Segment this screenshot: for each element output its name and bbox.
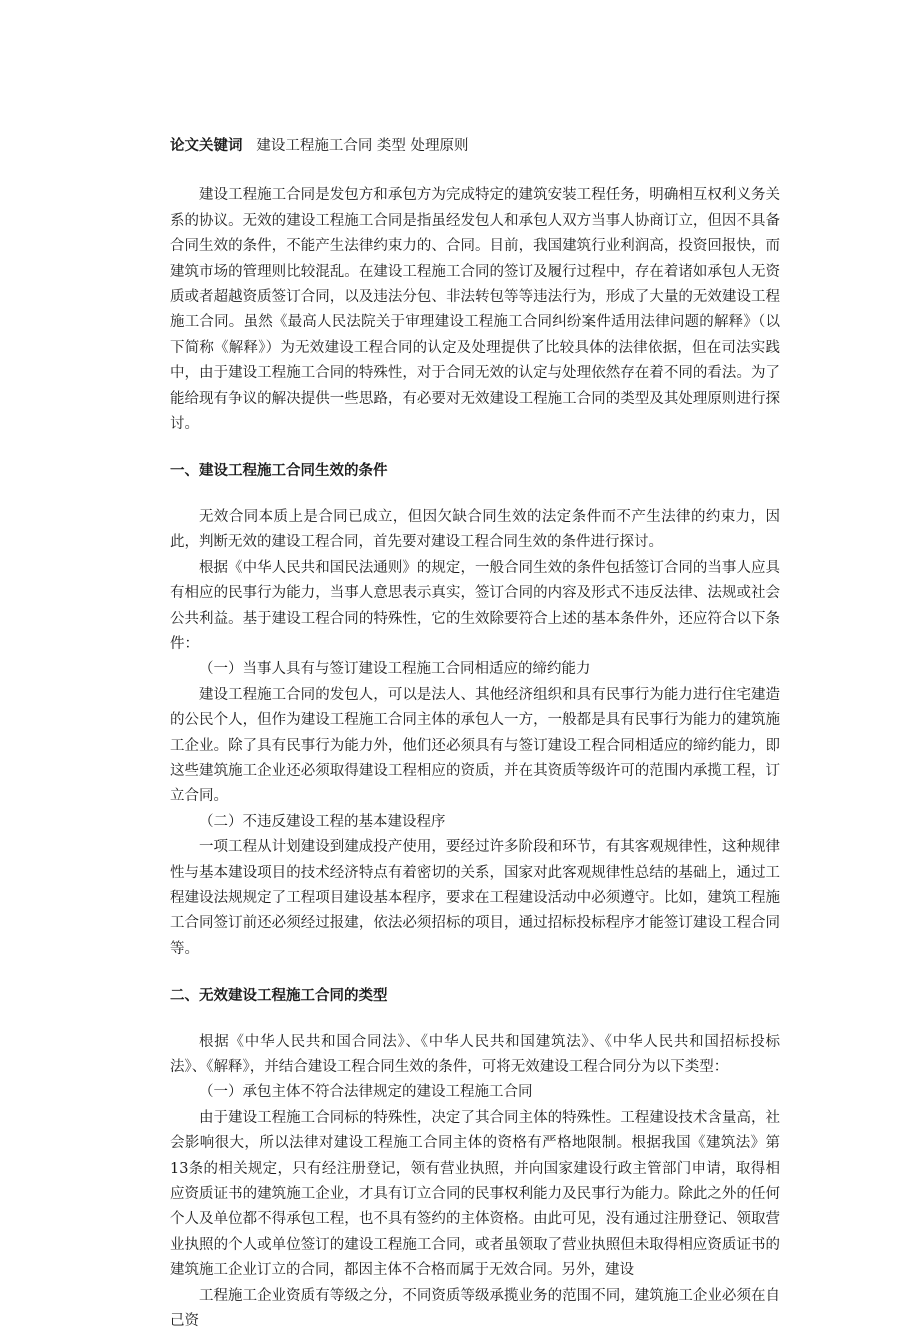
section1-subheading-1: （一）当事人具有与签订建设工程施工合同相适应的缔约能力 bbox=[199, 661, 591, 678]
keywords-line bbox=[170, 134, 780, 159]
section1-subheading-2: （二）不违反建设工程的基本建设程序 bbox=[199, 813, 446, 830]
section2-paragraph-2: 由于建设工程施工合同标的特殊性，决定了其合同主体的特殊性。工程建设技术含量高，社会影响很大，所以法律对建设工程施工合同主体的资格有严格地限制。根据我国《建筑法》第13条的相关规定，只有经注册登记，领有营业执照，并向国家建设行政主管部门申请，取得相应资质证书的建筑施工企业，才具有订立合同的民事权利能力及民事行为能力。除此之外的任何个人及单位都不得承包工程，也不具有签约的主体资格。由此可见，没有通过注册登记、领取营业执照的个人或单位签订的建设工程施工合同，或者虽领取了营业执照但未取得相应资质证书的建筑施工企业订立的合同，都因主体不合格而属于无效合同。另外，建设 bbox=[170, 1109, 780, 1279]
section2-paragraph-1: 根据《中华人民共和国合同法》、《中华人民共和国建筑法》、《中华人民共和国招标投标法》、《解释》，并结合建设工程合同生效的条件，可将无效建设工程合同分为以下类型： bbox=[170, 1033, 780, 1075]
section1-paragraph-4: 一项工程从计划建设到建成投产使用，要经过许多阶段和环节，有其客观规律性，这种规律性与基本建设项目的技术经济特点有着密切的关系，国家对此客观规律性总结的基础上，通过工程建设法规规定了工程项目建设基本程序，要求在工程建设活动中必须遵守。比如，建筑工程施工合同签订前还必须经过报建，依法必须招标的项目，通过招标投标程序才能签订建设工程合同等。 bbox=[170, 839, 780, 957]
section2-heading: 二、无效建设工程施工合同的类型 bbox=[170, 988, 388, 1005]
section1-heading: 一、建设工程施工合同生效的条件 bbox=[170, 463, 388, 480]
document-page bbox=[170, 134, 780, 1334]
section1-paragraph-2: 根据《中华人民共和国民法通则》的规定，一般合同生效的条件包括签订合同的当事人应具有相应的民事行为能力，当事人意思表示真实，签订合同的内容及形式不违反法律、法规或社会公共利益。基于建设工程合同的特殊性，它的生效除要符合上述的基本条件外，还应符合以下条件： bbox=[170, 559, 780, 652]
keywords-label: 论文关键词 bbox=[170, 138, 243, 154]
section1-paragraph-3: 建设工程施工合同的发包人，可以是法人、其他经济组织和具有民事行为能力进行住宅建造的公民个人，但作为建设工程施工合同主体的承包人一方，一般都是具有民事行为能力的建筑施工企业。除了具有民事行为能力外，他们还必须具有与签订建设工程合同相适应的缔约能力，即这些建筑施工企业还必须取得建设工程相应的资质，并在其资质等级许可的范围内承揽工程，订立合同。 bbox=[170, 686, 780, 805]
section2-subheading-1: （一）承包主体不符合法律规定的建设工程施工合同 bbox=[199, 1084, 533, 1101]
keywords-text: 建设工程施工合同 类型 处理原则 bbox=[256, 138, 469, 154]
section1-paragraph-1: 无效合同本质上是合同已成立，但因欠缺合同生效的法定条件而不产生法律的约束力，因此，判断无效的建设工程合同，首先要对建设工程合同生效的条件进行探讨。 bbox=[170, 508, 780, 551]
intro-paragraph: 建设工程施工合同是发包方和承包方为完成特定的建筑安装工程任务，明确相互权利义务关系的协议。无效的建设工程施工合同是指虽经发包人和承包人双方当事人协商订立，但因不具备合同生效的条件，不能产生法律约束力的、合同。目前，我国建筑行业利润高，投资回报快，而建筑市场的管理则比较混乱。在建设工程施工合同的签订及履行过程中，存在着诸如承包人无资质或者超越资质签订合同，以及违法分包、非法转包等等违法行为，形成了大量的无效建设工程施工合同。虽然《最高人民法院关于审理建设工程施工合同纠纷案件适用法律问题的解释》（以下简称《解释》）为无效建设工程合同的认定及处理提供了比较具体的法律依据，但在司法实践中，由于建设工程施工合同的特殊性，对于合同无效的认定与处理依然存在着不同的看法。为了能给现有争议的解决提供一些思路，有必要对无效建设工程施工合同的类型及其处理原则进行探讨。 bbox=[170, 187, 780, 433]
section2-paragraph-3: 工程施工企业资质有等级之分，不同资质等级承揽业务的范围不同，建筑施工企业必须在自己资 bbox=[170, 1287, 780, 1330]
